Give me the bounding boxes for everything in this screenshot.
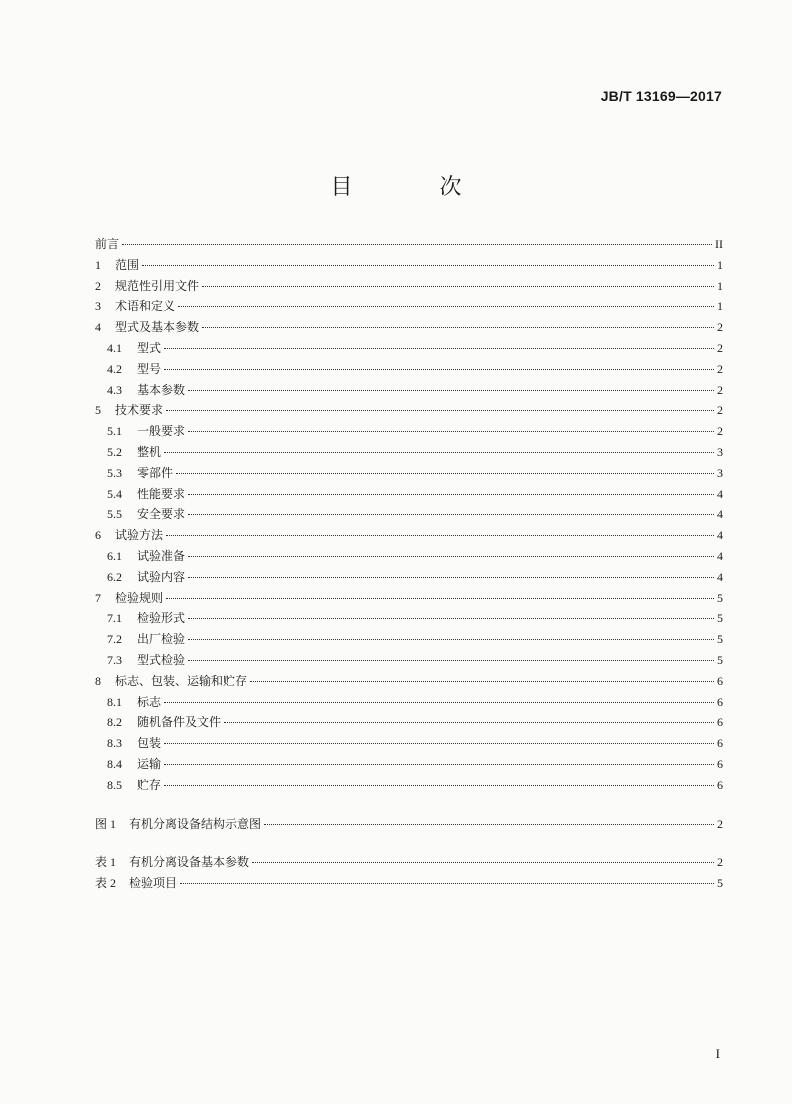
toc-entry-page: 4 xyxy=(717,528,723,543)
toc-entry-page: 5 xyxy=(717,652,723,667)
toc-entry[interactable] xyxy=(95,442,723,463)
toc-entry[interactable] xyxy=(95,359,723,380)
toc-entry-number: 5.5 xyxy=(107,507,122,522)
toc-entry-label: 型式检验 xyxy=(137,652,186,667)
toc-entry-page: 2 xyxy=(717,816,723,831)
toc-entry-label: 型式及基本参数 xyxy=(115,320,200,335)
toc-entry-number: 8.5 xyxy=(107,777,122,792)
toc-entry[interactable] xyxy=(95,733,723,754)
toc-entry-number: 5 xyxy=(95,403,101,418)
toc-entry[interactable] xyxy=(95,504,723,525)
toc-entry-page: II xyxy=(715,237,723,251)
toc-leader-dots xyxy=(164,743,714,744)
page-title: 目 次 xyxy=(330,175,502,200)
toc-entry-label: 型式 xyxy=(137,340,162,355)
toc-gap xyxy=(95,796,723,814)
toc-entry-number: 4.2 xyxy=(107,361,122,376)
toc-leader-dots xyxy=(252,862,714,863)
toc-leader-dots xyxy=(164,785,714,786)
toc-entry-number: 5.4 xyxy=(107,486,122,501)
toc-leader-dots xyxy=(188,660,714,661)
toc-entry-number: 7.2 xyxy=(107,632,122,647)
toc-entry-page: 5 xyxy=(717,611,723,626)
toc-leader-dots xyxy=(188,556,714,557)
toc-entry-number: 表 2 xyxy=(95,876,117,891)
toc-entry[interactable] xyxy=(95,814,723,835)
toc-entry-page: 2 xyxy=(717,403,723,418)
toc-entry[interactable] xyxy=(95,754,723,775)
toc-entry-page: 6 xyxy=(717,715,723,730)
toc-entry-label: 一般要求 xyxy=(137,424,186,439)
toc-entry-label: 检验项目 xyxy=(129,876,178,891)
toc-entry[interactable] xyxy=(95,588,723,609)
toc-entry-number: 7.3 xyxy=(107,652,122,667)
toc-entry-label: 试验方法 xyxy=(115,528,164,543)
toc-entry-page: 4 xyxy=(717,569,723,584)
toc-entry-label: 性能要求 xyxy=(137,486,186,501)
toc-entry-number: 8.1 xyxy=(107,694,122,709)
toc-entry-number: 6.2 xyxy=(107,569,122,584)
toc-leader-dots xyxy=(164,702,714,703)
toc-leader-dots xyxy=(188,390,714,391)
toc-entry[interactable] xyxy=(95,276,723,297)
toc-leader-dots xyxy=(202,327,714,328)
toc-entry[interactable] xyxy=(95,629,723,650)
toc-leader-dots xyxy=(176,473,714,474)
toc-entry-number: 8.4 xyxy=(107,756,122,771)
toc-entry-number: 6.1 xyxy=(107,548,122,563)
toc-leader-dots xyxy=(224,722,714,723)
toc-main-list xyxy=(95,234,723,796)
toc-entry-label: 安全要求 xyxy=(137,507,186,522)
toc-entry-page: 6 xyxy=(717,673,723,688)
toc-entry-label: 技术要求 xyxy=(115,403,164,418)
toc-entry-number: 8.3 xyxy=(107,736,122,751)
toc-entry-page: 3 xyxy=(717,444,723,459)
toc-entry-number: 2 xyxy=(95,278,101,293)
toc-leader-dots xyxy=(122,244,712,245)
toc-entry-page: 6 xyxy=(717,694,723,709)
toc-entry-number: 7.1 xyxy=(107,611,122,626)
toc-entry-number: 5.2 xyxy=(107,444,122,459)
toc-entry-label: 试验内容 xyxy=(137,569,186,584)
toc-entry-label: 型号 xyxy=(137,361,162,376)
toc-leader-dots xyxy=(188,494,714,495)
toc-entry-number: 5.1 xyxy=(107,424,122,439)
toc-entry-label: 随机备件及文件 xyxy=(137,715,222,730)
toc-leader-dots xyxy=(164,764,714,765)
toc-entry-label: 有机分离设备结构示意图 xyxy=(129,816,262,831)
toc-entry-number: 8.2 xyxy=(107,715,122,730)
toc-entry-number: 6 xyxy=(95,528,101,543)
toc-entry[interactable] xyxy=(95,650,723,671)
toc-entry[interactable] xyxy=(95,338,723,359)
toc-entry-page: 6 xyxy=(717,756,723,771)
toc-entry[interactable] xyxy=(95,671,723,692)
toc-leader-dots xyxy=(188,514,714,515)
toc-entry-page: 5 xyxy=(717,590,723,605)
toc-entry[interactable] xyxy=(95,546,723,567)
toc-entry-page: 1 xyxy=(717,299,723,314)
toc-entry[interactable] xyxy=(95,525,723,546)
toc-entry[interactable] xyxy=(95,692,723,713)
toc-table-list xyxy=(95,852,723,894)
standard-number: JB/T 13169—2017 xyxy=(600,88,722,104)
toc-entry-number: 图 1 xyxy=(95,816,117,831)
toc-leader-dots xyxy=(180,883,714,884)
toc-entry[interactable] xyxy=(95,255,723,276)
toc-entry-label: 整机 xyxy=(137,444,162,459)
toc-entry-page: 6 xyxy=(717,736,723,751)
toc-entry-number: 4.3 xyxy=(107,382,122,397)
toc-entry-page: 4 xyxy=(717,507,723,522)
toc-entry-page: 2 xyxy=(717,855,723,870)
toc-entry-page: 3 xyxy=(717,465,723,480)
toc-entry[interactable] xyxy=(95,873,723,894)
toc-entry-label: 出厂检验 xyxy=(137,632,186,647)
toc-entry-number: 1 xyxy=(95,257,101,272)
toc-entry-label: 标志 xyxy=(137,694,162,709)
toc-entry[interactable] xyxy=(95,317,723,338)
toc-entry-label: 检验规则 xyxy=(115,590,164,605)
toc-leader-dots xyxy=(166,535,714,536)
toc-entry-label: 贮存 xyxy=(137,777,162,792)
toc-leader-dots xyxy=(142,265,714,266)
toc-leader-dots xyxy=(164,348,714,349)
toc-entry-page: 4 xyxy=(717,486,723,501)
toc-entry[interactable] xyxy=(95,400,723,421)
toc-entry-number: 5.3 xyxy=(107,465,122,480)
toc-entry-number: 3 xyxy=(95,299,101,314)
toc-leader-dots xyxy=(188,639,714,640)
toc-leader-dots xyxy=(166,410,714,411)
toc-entry-label: 试验准备 xyxy=(137,548,186,563)
toc-leader-dots xyxy=(264,824,714,825)
toc-entry[interactable] xyxy=(95,567,723,588)
toc-entry-label: 前言 xyxy=(95,237,120,251)
toc-leader-dots xyxy=(250,681,714,682)
toc-entry[interactable] xyxy=(95,380,723,401)
toc-entry[interactable] xyxy=(95,712,723,733)
toc-entry[interactable] xyxy=(95,296,723,317)
toc-entry-label: 范围 xyxy=(115,257,140,272)
toc-entry-page: 2 xyxy=(717,382,723,397)
toc-entry-label: 零部件 xyxy=(137,465,174,480)
toc-entry[interactable] xyxy=(95,775,723,796)
toc-entry[interactable] xyxy=(95,234,723,255)
toc-entry-number: 4 xyxy=(95,320,101,335)
toc-entry-number: 7 xyxy=(95,590,101,605)
toc-entry-page: 5 xyxy=(717,876,723,891)
toc-entry-label: 运输 xyxy=(137,756,162,771)
toc-leader-dots xyxy=(188,618,714,619)
toc-entry[interactable] xyxy=(95,463,723,484)
toc-entry-page: 4 xyxy=(717,548,723,563)
toc-entry-page: 1 xyxy=(717,278,723,293)
toc-entry-page: 2 xyxy=(717,424,723,439)
toc-entry[interactable] xyxy=(95,421,723,442)
toc-leader-dots xyxy=(164,452,714,453)
toc-leader-dots xyxy=(178,306,714,307)
toc-gap xyxy=(95,834,723,852)
table-of-contents xyxy=(95,234,723,894)
toc-entry[interactable] xyxy=(95,484,723,505)
toc-entry-page: 1 xyxy=(717,257,723,272)
toc-entry-label: 术语和定义 xyxy=(115,299,176,314)
toc-entry-label: 包装 xyxy=(137,736,162,751)
toc-entry-page: 5 xyxy=(717,632,723,647)
toc-entry-number: 8 xyxy=(95,673,101,688)
toc-entry-page: 6 xyxy=(717,777,723,792)
toc-entry-label: 检验形式 xyxy=(137,611,186,626)
toc-entry-label: 基本参数 xyxy=(137,382,186,397)
toc-entry-label: 标志、包装、运输和贮存 xyxy=(115,673,248,688)
toc-leader-dots xyxy=(202,286,714,287)
toc-leader-dots xyxy=(166,598,714,599)
toc-entry-label: 有机分离设备基本参数 xyxy=(129,855,250,870)
toc-entry[interactable] xyxy=(95,608,723,629)
toc-entry-number: 表 1 xyxy=(95,855,117,870)
toc-entry-label: 规范性引用文件 xyxy=(115,278,200,293)
toc-leader-dots xyxy=(188,431,714,432)
toc-leader-dots xyxy=(188,577,714,578)
toc-figure-list xyxy=(95,814,723,835)
toc-entry-page: 2 xyxy=(717,361,723,376)
toc-entry[interactable] xyxy=(95,852,723,873)
toc-leader-dots xyxy=(164,369,714,370)
toc-entry-number: 4.1 xyxy=(107,340,122,355)
toc-entry-page: 2 xyxy=(717,320,723,335)
page-number: I xyxy=(715,1046,720,1061)
toc-entry-page: 2 xyxy=(717,340,723,355)
